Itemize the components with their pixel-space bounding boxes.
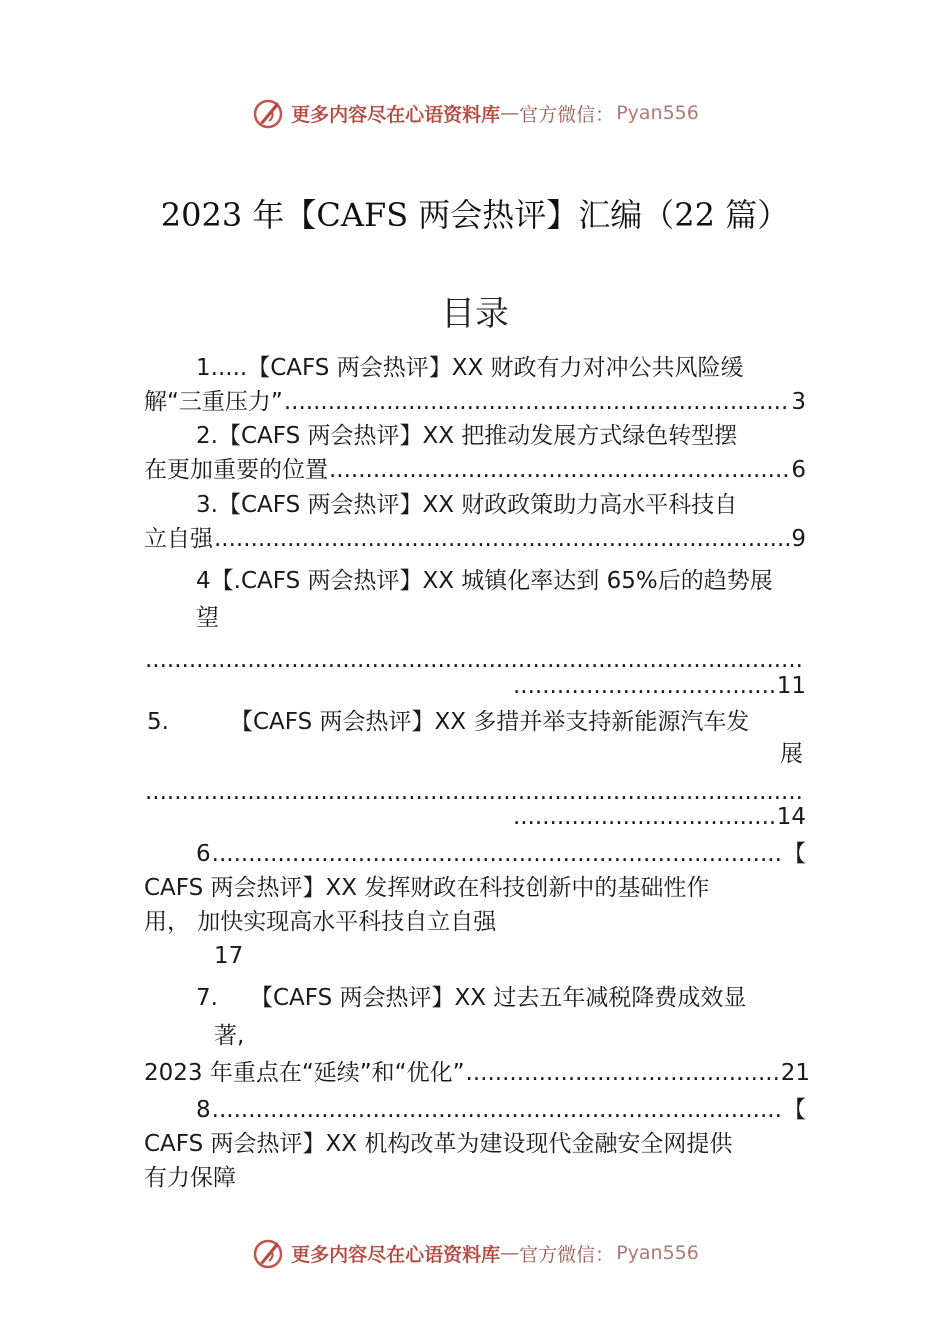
toc-entry-1-page: 3	[791, 389, 806, 415]
toc-entry-6-line2[interactable]: 用， 加快实现高水平科技自立自强	[144, 909, 497, 935]
toc-entry-6-bracket: 【	[783, 841, 806, 867]
toc-entry-7-line2[interactable]: 著,	[214, 1023, 245, 1049]
toc-entry-8-line2[interactable]: 有力保障	[144, 1165, 236, 1191]
toc-entry-2-line1[interactable]: 2.【CAFS 两会热评】XX 把推动发展方式绿色转型摆	[196, 423, 738, 449]
dot-leader	[212, 838, 782, 870]
document-title: 2023 年【CAFS 两会热评】汇编（22 篇）	[160, 196, 790, 234]
dot-leader	[212, 1094, 782, 1126]
toc-heading: 目录	[441, 294, 509, 334]
toc-entry-6-leader-row[interactable]	[196, 838, 806, 870]
banner-official: 官方微信：	[519, 1243, 615, 1266]
toc-entry-3-page: 9	[791, 526, 806, 552]
toc-entry-5-page: 14	[776, 804, 806, 830]
toc-entry-7-line3[interactable]	[144, 1057, 810, 1089]
toc-entry-1-line2[interactable]	[144, 386, 806, 418]
dot-leader	[214, 523, 790, 555]
quill-pen-logo-icon	[251, 1236, 285, 1270]
toc-entry-7-line1[interactable]: 【CAFS 两会热评】XX 过去五年减税降费成效显	[250, 985, 747, 1011]
toc-entry-3-line2[interactable]	[144, 523, 806, 555]
dot-leader	[284, 386, 791, 418]
quill-pen-logo-icon	[251, 96, 285, 130]
site-name: 更多内容尽在心语资料库	[291, 103, 501, 126]
banner-official: 官方微信：	[519, 103, 615, 126]
toc-entry-7-page: 21	[780, 1060, 810, 1086]
wechat-id: Pyan556	[616, 102, 699, 124]
toc-entry-1-text: 解“三重压力”	[144, 389, 283, 415]
toc-entry-6-line1[interactable]: CAFS 两会热评】XX 发挥财政在科技创新中的基础性作	[144, 875, 710, 901]
toc-entry-1-line1[interactable]: 1.....【CAFS 两会热评】XX 财政有力对冲公共风险缓	[196, 355, 744, 381]
toc-entry-8-bracket: 【	[783, 1097, 806, 1123]
toc-entry-3-text: 立自强	[144, 526, 213, 552]
site-name: 更多内容尽在心语资料库	[291, 1243, 501, 1266]
toc-entry-5-line2[interactable]: 展	[780, 741, 803, 767]
banner-dash: —	[500, 102, 520, 124]
toc-entry-4-line1[interactable]: 4【.CAFS 两会热评】XX 城镇化率达到 65%后的趋势展	[196, 568, 773, 594]
toc-entry-8-leader-row[interactable]	[196, 1094, 806, 1126]
toc-entry-5-line1[interactable]: 【CAFS 两会热评】XX 多措并举支持新能源汽车发	[230, 709, 750, 735]
wechat-id: Pyan556	[616, 1242, 699, 1264]
toc-entry-4-page-row[interactable]	[512, 670, 806, 702]
toc-entry-6-number: 6	[196, 841, 211, 867]
dot-leader	[329, 454, 790, 486]
toc-entry-8-number: 8	[196, 1097, 211, 1123]
toc-entry-2-line2[interactable]	[144, 454, 806, 486]
toc-entry-3-line1[interactable]: 3.【CAFS 两会热评】XX 财政政策助力高水平科技自	[196, 492, 738, 518]
toc-entry-4-line2[interactable]: 望	[196, 605, 219, 631]
dot-leader	[513, 670, 776, 702]
footer-banner	[0, 1236, 950, 1270]
toc-entry-2-page: 6	[791, 457, 806, 483]
dot-leader	[466, 1057, 780, 1089]
banner-dash: —	[500, 1242, 520, 1264]
header-banner	[0, 96, 950, 130]
dot-leader	[513, 801, 776, 833]
toc-entry-7-number: 7.	[196, 985, 218, 1011]
toc-entry-5-number: 5.	[147, 709, 169, 735]
toc-entry-5-page-row[interactable]	[512, 801, 806, 833]
toc-entry-2-text: 在更加重要的位置	[144, 457, 328, 483]
toc-entry-8-line1[interactable]: CAFS 两会热评】XX 机构改革为建设现代金融安全网提供	[144, 1131, 733, 1157]
toc-entry-4-page: 11	[776, 673, 806, 699]
toc-entry-6-page[interactable]: 17	[214, 943, 244, 969]
toc-entry-7-text: 2023 年重点在“延续”和“优化”	[144, 1060, 465, 1086]
